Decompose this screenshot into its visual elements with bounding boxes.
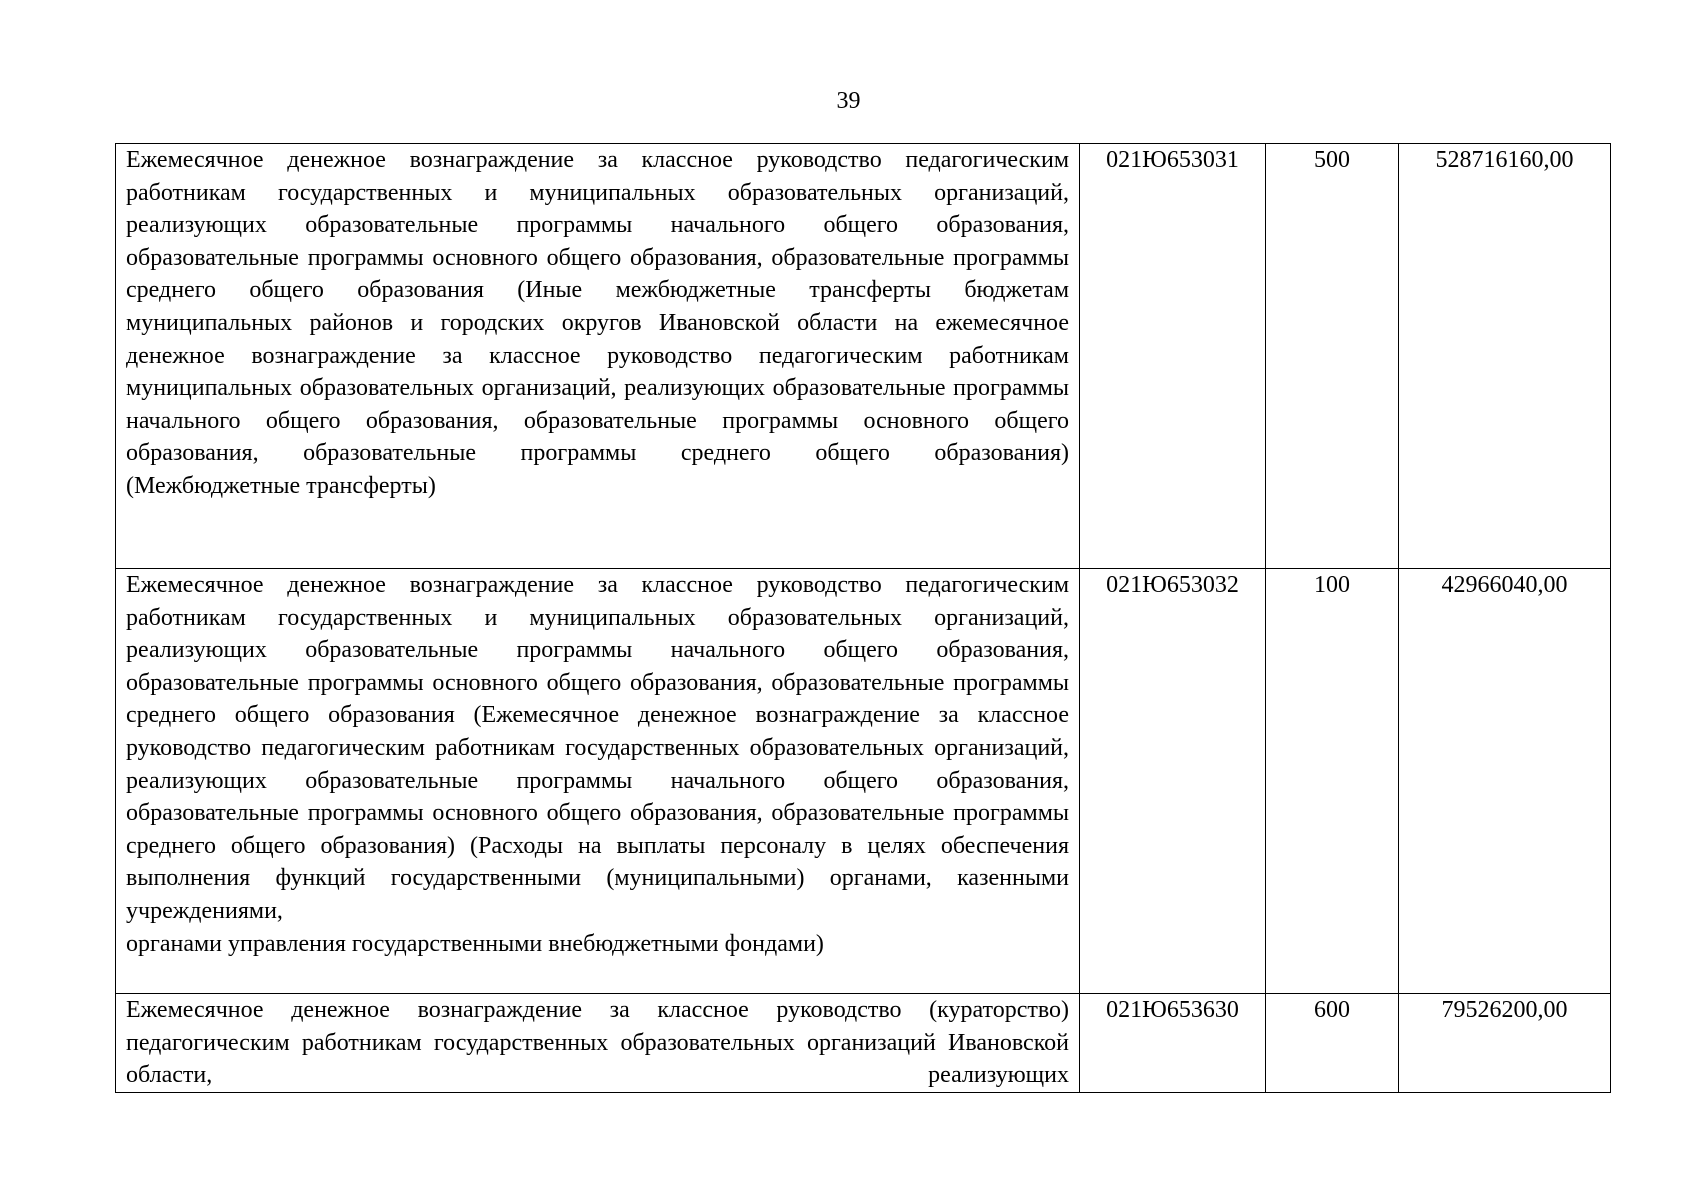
row-description (116, 144, 1080, 569)
description-text-last: (Межбюджетные трансферты) (126, 472, 436, 499)
row-description (116, 569, 1080, 994)
description-text: Ежемесячное денежное вознаграждение за классное руководство (кураторство) педагогическим работникам государственных образовательных организаций Ивановской области, реализующих (126, 997, 1069, 1089)
amount: 528716160,00 (1399, 144, 1611, 569)
expense-type-code: 600 (1266, 994, 1399, 1093)
row-description (116, 994, 1080, 1093)
table-row (116, 144, 1611, 569)
target-article-code: 021Ю653031 (1080, 144, 1266, 569)
description-text: Ежемесячное денежное вознаграждение за классное руководство педагогическим работникам государственных и муниципальных образовательных организаций, реализующих образовательные программы начального общего образования, образовательные программы основного общего образования, образовательные программы среднего общего образования (Ежемесячное денежное вознаграждение за классное руководство педагогическим работникам государственных образовательных организаций, реализующих образовательные программы начального общего образования, образовательные программы основного общего образования, образовательные программы среднего общего образования) (Расходы на выплаты персоналу в целях обеспечения выполнения функций государственными (муниципальными) органами, казенными учреждениями, (126, 572, 1069, 924)
description-text: Ежемесячное денежное вознаграждение за классное руководство педагогическим работникам государственных и муниципальных образовательных организаций, реализующих образовательные программы начального общего образования, образовательные программы основного общего образования, образовательные программы среднего общего образования (Иные межбюджетные трансферты бюджетам муниципальных районов и городских округов Ивановской области на ежемесячное денежное вознаграждение за классное руководство педагогическим работникам муниципальных образовательных организаций, реализующих образовательные программы начального общего образования, образовательные программы основного общего образования, образовательные программы среднего общего образования) (126, 147, 1069, 467)
description-text-last: органами управления государственными внебюджетными фондами) (126, 930, 824, 957)
table-row (116, 569, 1611, 994)
target-article-code: 021Ю653630 (1080, 994, 1266, 1093)
budget-table (115, 143, 1611, 1093)
table-row (116, 994, 1611, 1093)
page-number: 39 (836, 88, 861, 114)
expense-type-code: 500 (1266, 144, 1399, 569)
amount: 42966040,00 (1399, 569, 1611, 994)
amount: 79526200,00 (1399, 994, 1611, 1093)
target-article-code: 021Ю653032 (1080, 569, 1266, 994)
expense-type-code: 100 (1266, 569, 1399, 994)
